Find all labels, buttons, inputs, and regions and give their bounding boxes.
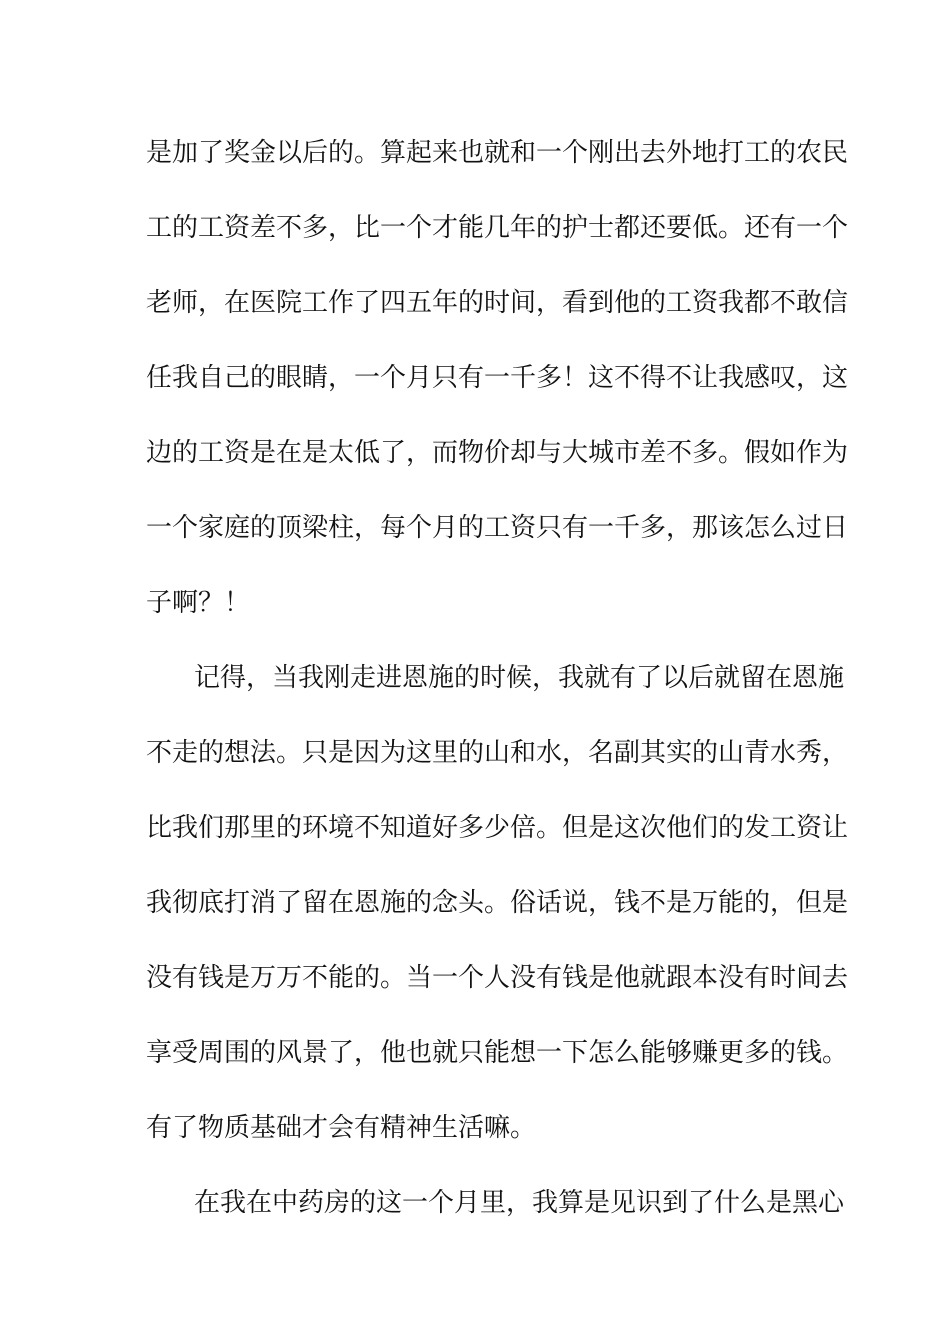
text-line-9: 不走的想法。只是因为这里的山和水，名副其实的山青水秀，: [146, 738, 849, 768]
body-text: [146, 128, 849, 1253]
text-line-4: 任我自己的眼睛，一个月只有一千多！这不得不让我感叹，这: [146, 363, 849, 393]
text-line-8: 记得，当我刚走进恩施的时候，我就有了以后就留在恩施: [194, 663, 845, 693]
text-line-13: 享受周围的风景了，他也就只能想一下怎么能够赚更多的钱。: [146, 1038, 849, 1068]
text-line-1: 是加了奖金以后的。算起来也就和一个刚出去外地打工的农民: [146, 138, 849, 168]
text-line-3: 老师，在医院工作了四五年的时间，看到他的工资我都不敢信: [146, 288, 849, 318]
text-line-6: 一个家庭的顶梁柱，每个月的工资只有一千多，那该怎么过日: [146, 513, 849, 543]
text-line-10: 比我们那里的环境不知道好多少倍。但是这次他们的发工资让: [146, 813, 849, 843]
text-line-2: 工的工资差不多，比一个才能几年的护士都还要低。还有一个: [146, 213, 849, 243]
text-line-14: 有了物质基础才会有精神生活嘛。: [146, 1113, 537, 1143]
text-line-7: 子啊？！: [146, 588, 251, 618]
text-line-11: 我彻底打消了留在恩施的念头。俗话说，钱不是万能的，但是: [146, 888, 849, 918]
text-line-15: 在我在中药房的这一个月里，我算是见识到了什么是黑心: [194, 1188, 845, 1218]
text-line-12: 没有钱是万万不能的。当一个人没有钱是他就跟本没有时间去: [146, 963, 849, 993]
text-line-5: 边的工资是在是太低了，而物价却与大城市差不多。假如作为: [146, 438, 849, 468]
